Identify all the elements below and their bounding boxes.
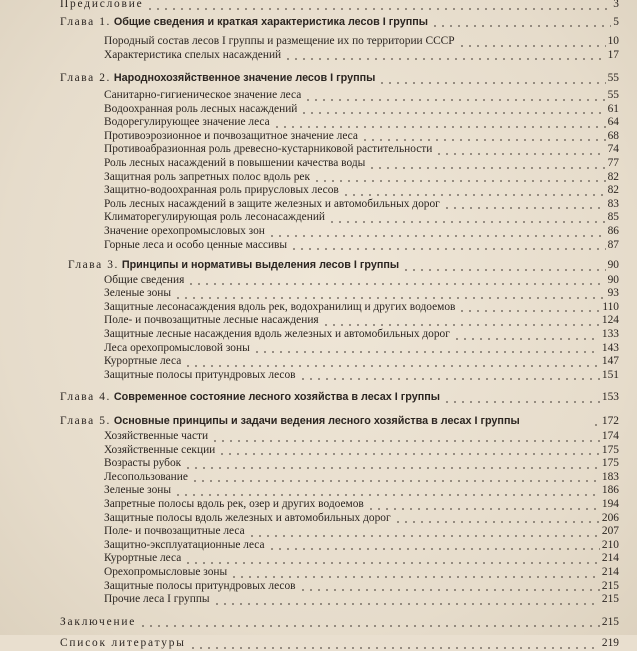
page-number: 55 (607, 88, 619, 101)
leader-dots (453, 331, 600, 341)
entry-title: Характеристика спелых насаждений (104, 48, 282, 61)
leader-dots (184, 460, 600, 470)
page-number: 175 (601, 443, 619, 456)
entry-title: Защитные полосы вдоль железных и автомобильных дорог (104, 511, 391, 524)
toc-chapter-3 (60, 259, 619, 273)
toc-entry (60, 130, 619, 144)
toc-chapter-5 (60, 415, 619, 428)
toc-entry (60, 471, 619, 485)
page-number: 86 (607, 224, 619, 237)
toc-entry (60, 143, 619, 157)
leader-dots (191, 473, 600, 483)
leader-dots (367, 501, 600, 511)
toc-entry (60, 566, 619, 580)
leader-dots (443, 200, 606, 210)
entry-title: Курортные леса (104, 552, 182, 565)
page-number: 133 (601, 328, 619, 341)
toc-entry (60, 369, 619, 383)
toc-entry (60, 355, 619, 369)
page-number: 194 (601, 498, 619, 510)
entry-title: Зеленые зоны (104, 287, 172, 300)
page-number: 64 (607, 116, 619, 129)
chapter-label: Глава 2. (60, 72, 111, 85)
page-number: 82 (607, 184, 619, 197)
chapter-title: Общие сведения и краткая характеристика лесов I группы (113, 15, 428, 28)
entry-title: Хозяйственные части (104, 430, 209, 443)
toc-chapter-2 (60, 72, 619, 86)
leader-dots (378, 75, 605, 85)
leader-dots (342, 187, 606, 197)
page-number: 215 (601, 579, 619, 592)
leader-dots (300, 105, 605, 115)
toc-preface (60, 0, 619, 12)
page-number: 175 (601, 457, 619, 470)
toc-chapter-4 (60, 391, 619, 405)
leader-dots (443, 394, 600, 404)
entry-title: Породный состав лесов I группы и размещение их по территории СССР (104, 35, 455, 48)
leader-dots (273, 119, 606, 129)
toc-references (60, 637, 619, 651)
entry-title: Леса орехопромысловой зоны (104, 341, 250, 354)
page-number: 174 (601, 430, 619, 443)
conclusion-label: Заключение (60, 615, 137, 628)
leader-dots (313, 173, 606, 183)
page-number: 143 (601, 341, 619, 354)
page-number: 219 (601, 637, 619, 650)
chapter-title: Принципы и нормативы выделения лесов I группы (121, 259, 400, 272)
entry-title: Защитные полосы притундровых лесов (104, 368, 296, 381)
toc-entry (60, 274, 619, 288)
entry-title: Хозяйственные секции (104, 443, 216, 456)
leader-dots (435, 146, 605, 156)
leader-dots (328, 214, 606, 224)
leader-dots (361, 132, 606, 142)
toc-entry (60, 157, 619, 171)
page-number: 90 (607, 273, 619, 286)
toc-entry (60, 484, 619, 498)
leader-dots (146, 1, 611, 11)
toc-conclusion (60, 616, 619, 630)
entry-title: Поле- и почвозащитные леса (104, 525, 245, 538)
leader-dots (431, 18, 611, 28)
page-number: 10 (607, 35, 619, 48)
page-number: 124 (601, 314, 619, 327)
toc-entry (60, 342, 619, 356)
leader-dots (284, 51, 605, 61)
entry-title: Защитные лесные насаждения вдоль железных и автомобильных дорог (104, 328, 450, 341)
entry-title: Противоэрозионное и почвозащитное значение леса (104, 129, 358, 142)
chapter-label: Глава 3. (68, 259, 119, 272)
toc-entry (60, 593, 619, 607)
toc-entry (60, 239, 619, 253)
page-number: 210 (601, 538, 619, 551)
page-number: 85 (607, 211, 619, 224)
entry-title: Защитные полосы притундровых лесов (104, 579, 296, 592)
leader-dots (139, 618, 600, 628)
entry-title: Общие сведения (104, 273, 185, 286)
toc-entry (60, 498, 619, 512)
leader-dots (268, 228, 606, 238)
page-number: 90 (607, 259, 619, 272)
entry-title: Водоохранная роль лесных насаждений (104, 102, 298, 115)
toc-entry (60, 116, 619, 130)
entry-title: Зеленые зоны (104, 484, 172, 497)
page-number: 172 (601, 415, 619, 428)
leader-dots (304, 92, 605, 102)
leader-dots (184, 555, 600, 565)
page-number: 55 (607, 72, 619, 85)
chapter-label: Глава 4. (60, 391, 111, 404)
entry-title: Горные леса и особо ценные массивы (104, 238, 288, 251)
entry-title: Противоабразионная роль древесно-кустарниковой растительности (104, 143, 433, 156)
leader-dots (368, 160, 605, 170)
page-number: 83 (607, 197, 619, 210)
leader-dots (230, 569, 600, 579)
page-number: 153 (601, 391, 619, 404)
entry-title: Курортные леса (104, 355, 182, 368)
entry-title: Защитно-эксплуатационные леса (104, 538, 265, 551)
leader-dots (402, 262, 605, 272)
toc-entry (60, 430, 619, 444)
leader-dots (299, 371, 600, 381)
toc-entry (60, 328, 619, 342)
toc-entry (60, 301, 619, 315)
toc-entry (60, 89, 619, 103)
chapter-title: Современное состояние лесного хозяйства в лесах I группы (113, 391, 440, 404)
page-number: 186 (601, 484, 619, 497)
toc-entry (60, 580, 619, 594)
entry-title: Роль лесных насаждений в повышении качества воды (104, 156, 366, 169)
leader-dots (248, 528, 600, 538)
leader-dots (592, 417, 600, 427)
toc-chapter-1 (60, 16, 619, 30)
entry-title: Прочие леса I группы (104, 593, 210, 606)
toc-entry (60, 184, 619, 198)
entry-title: Запретные полосы вдоль рек, озер и других водоемов (104, 498, 364, 510)
chapter-label: Глава 5. (60, 415, 111, 428)
toc-entry (60, 35, 619, 49)
page-number: 206 (601, 511, 619, 524)
leader-dots (174, 290, 606, 300)
page-number: 215 (601, 615, 619, 628)
page-number: 74 (607, 143, 619, 156)
leader-dots (253, 344, 600, 354)
leader-dots (268, 541, 600, 551)
page-number: 82 (607, 170, 619, 183)
leader-dots (211, 433, 600, 443)
toc-entry (60, 287, 619, 301)
toc-entry (60, 512, 619, 526)
entry-title: Лесопользование (104, 470, 188, 483)
page-number: 151 (601, 368, 619, 381)
toc-entry (60, 539, 619, 553)
toc-entry (60, 314, 619, 328)
toc-entry (60, 211, 619, 225)
page-number: 110 (602, 300, 619, 313)
page-number: 147 (601, 355, 619, 368)
leader-dots (213, 596, 600, 606)
leader-dots (184, 358, 600, 368)
toc-entry (60, 525, 619, 539)
page-number: 214 (601, 565, 619, 578)
toc-entry (60, 103, 619, 117)
preface-label: Предисловие (60, 0, 144, 10)
page-number: 17 (607, 48, 619, 61)
page-number: 214 (601, 552, 619, 565)
entry-title: Защитные лесонасаждения вдоль рек, водохранилищ и других водоемов (104, 300, 456, 313)
chapter-title: Народнохозяйственное значение лесов I группы (113, 72, 376, 85)
leader-dots (394, 514, 600, 524)
page-number: 87 (607, 238, 619, 251)
chapter-title: Основные принципы и задачи ведения лесного хозяйства в лесах I группы (113, 415, 520, 428)
entry-title: Защитная роль запретных полос вдоль рек (104, 170, 310, 183)
chapter-label: Глава 1. (60, 15, 111, 28)
page-number: 183 (601, 470, 619, 483)
leader-dots (290, 241, 606, 251)
leader-dots (458, 303, 600, 313)
leader-dots (322, 317, 600, 327)
toc-entry (60, 457, 619, 471)
page-number: 93 (607, 287, 619, 300)
entry-title: Орехопромысловые зоны (104, 565, 228, 578)
leader-dots (189, 640, 600, 650)
leader-dots (458, 38, 606, 48)
toc-entry (60, 552, 619, 566)
page-number: 77 (607, 156, 619, 169)
toc-entry (60, 444, 619, 458)
page-number: 61 (607, 102, 619, 115)
page-number: 68 (607, 129, 619, 142)
toc-entry (60, 49, 619, 63)
entry-title: Значение орехопромысловых зон (104, 224, 265, 237)
entry-title: Водорегулирующее значение леса (104, 116, 270, 129)
leader-dots (299, 582, 600, 592)
entry-title: Защитно-водоохранная роль прирусловых лесов (104, 184, 339, 197)
references-label: Список литературы (60, 637, 186, 650)
page-number: 207 (601, 525, 619, 538)
entry-title: Санитарно-гигиеническое значение леса (104, 88, 302, 101)
entry-title: Роль лесных насаждений в защите железных и автомобильных дорог (104, 197, 440, 210)
page-number: 215 (601, 593, 619, 606)
page-number: 5 (613, 15, 619, 28)
toc-entry (60, 198, 619, 212)
leader-dots (187, 276, 605, 286)
leader-dots (174, 487, 600, 497)
toc-entry (60, 171, 619, 185)
page-number: 3 (613, 0, 619, 10)
entry-title: Климаторегулирующая роль лесонасаждений (104, 211, 326, 224)
toc-entry (60, 225, 619, 239)
entry-title: Поле- и почвозащитные лесные насаждения (104, 314, 319, 327)
leader-dots (218, 446, 600, 456)
entry-title: Возрасты рубок (104, 457, 182, 470)
